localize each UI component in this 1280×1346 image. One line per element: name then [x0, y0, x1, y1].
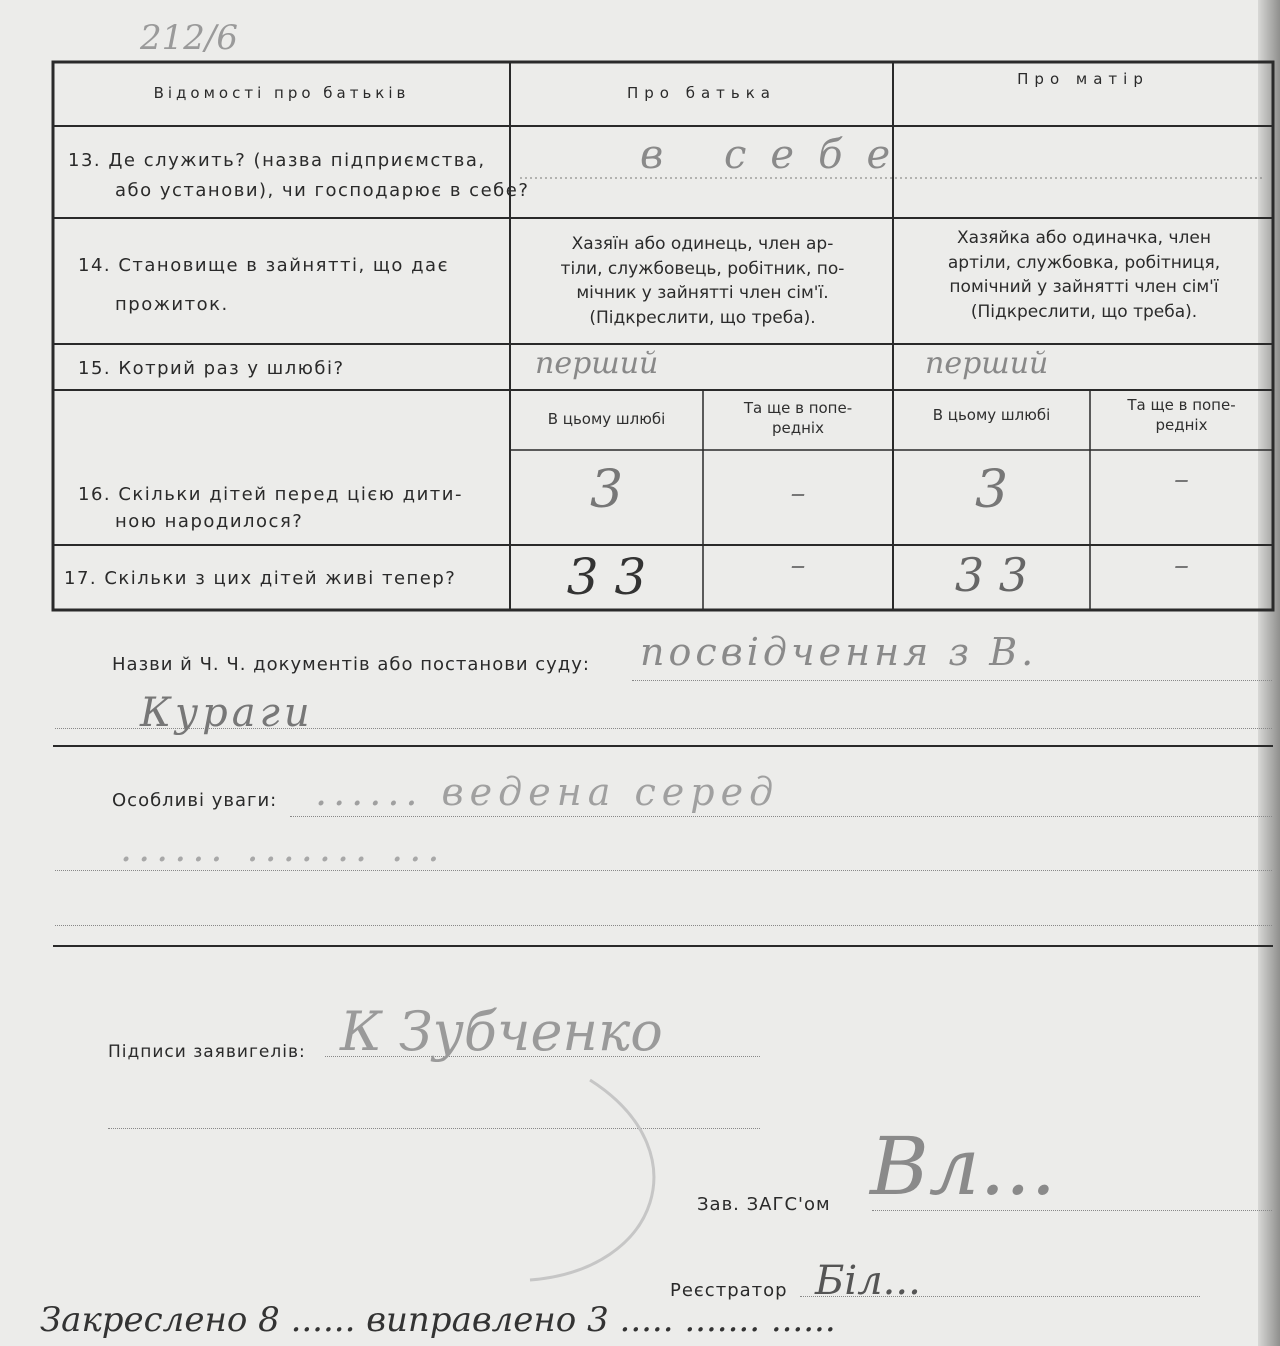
- signatures-label: Підписи заявигелів:: [108, 1042, 306, 1062]
- row14-father-line-4: (Підкреслити, що треба).: [589, 307, 816, 328]
- row14-mother-line-3: помічний у зайнятті член сім'ї: [949, 277, 1219, 297]
- subheader-father-this-marriage: В цьому шлюбі: [547, 410, 666, 428]
- row13-father-handwriting: в себе: [640, 132, 915, 178]
- row14-mother-line-2: артіли, службовка, робітниця,: [947, 252, 1221, 273]
- documents-separator: [53, 745, 1273, 747]
- row16-label-1: 16. Скільки дітей перед цією дити-: [78, 484, 463, 505]
- head-signature: Вл...: [870, 1120, 1057, 1213]
- footer-handwritten-note: Закреслено 8 ...... виправлено 3 ..... ....... ......: [40, 1300, 836, 1340]
- header-parents-info: Відомості про батьків: [153, 84, 410, 102]
- row17-mother-this: 3 3: [954, 548, 1029, 602]
- registrar-signature: Біл...: [815, 1258, 921, 1304]
- row16-mother-this: 3: [974, 460, 1009, 520]
- remarks-label: Особливі уваги:: [112, 790, 278, 811]
- row13-label-1: 13. Де служить? (назва підприємства,: [68, 150, 486, 171]
- row16-father-previous: –: [790, 476, 806, 511]
- subheader-father-previous-line-1: Та ще в попе-: [743, 399, 853, 417]
- documents-handwriting-1: посвідчення з В.: [640, 630, 1038, 674]
- row14-mother-line-1: Хазяйка або одиначка, член: [957, 228, 1211, 248]
- row14-father-line-2: тіли, службовець, робітник, по-: [560, 258, 845, 279]
- row14-father-line-3: мічник у зайнятті член сім'ї.: [576, 283, 829, 303]
- row17-mother-previous: –: [1174, 548, 1189, 583]
- row15-mother-handwriting: перший: [925, 346, 1049, 381]
- row14-label-1: 14. Становище в зайнятті, що дає: [78, 255, 449, 276]
- remarks-line-1: [290, 816, 1272, 817]
- documents-handwriting-2: Кураги: [140, 690, 314, 736]
- row17-father-this: 3 3: [566, 548, 647, 606]
- remarks-handwriting-2: ...... ....... ...: [120, 826, 446, 870]
- signatures-handwriting: К Зубченко: [340, 1000, 663, 1063]
- documents-label: Назви й Ч. Ч. документів або постанови суду:: [112, 654, 590, 675]
- row14-mother-options: [898, 226, 1270, 324]
- remarks-separator: [53, 945, 1273, 947]
- archive-number: 212/6: [140, 18, 238, 58]
- row14-mother-line-4: (Підкреслити, що треба).: [970, 301, 1198, 322]
- documents-line-1: [632, 680, 1272, 681]
- subheader-father-previous: [703, 398, 893, 438]
- row17-father-previous: –: [790, 548, 806, 583]
- subheader-mother-previous: [1090, 395, 1273, 435]
- row16-mother-previous: –: [1174, 462, 1189, 497]
- remarks-handwriting-1: ...... ведена серед: [315, 770, 780, 814]
- row14-father-options: [515, 232, 890, 330]
- row15-father-handwriting: перший: [535, 346, 659, 381]
- subheader-mother-previous-line-1: Та ще в попе-: [1127, 396, 1236, 414]
- row16-label-2: ною народилося?: [115, 511, 304, 532]
- row14-label-2: прожиток.: [115, 294, 229, 315]
- row14-father-line-1: Хазяїн або одинець, член ар-: [571, 234, 834, 254]
- head-label: Зав. ЗАГС'ом: [697, 1194, 831, 1215]
- remarks-line-3: [55, 925, 1272, 926]
- header-father: Про батька: [626, 84, 777, 102]
- registrar-label: Реєстратор: [670, 1280, 788, 1301]
- subheader-mother-previous-line-2: редніх: [1155, 416, 1208, 434]
- subheader-father-previous-line-2: редніх: [772, 419, 824, 437]
- remarks-line-2: [55, 870, 1272, 871]
- stamp-outline: [380, 1060, 680, 1290]
- header-mother: Про матір: [1017, 70, 1149, 88]
- row15-label: 15. Котрий раз у шлюбі?: [78, 358, 345, 379]
- row16-father-this: 3: [589, 460, 624, 520]
- row17-label: 17. Скільки з цих дітей живі тепер?: [64, 568, 457, 589]
- subheader-mother-this-marriage: В цьому шлюбі: [932, 406, 1051, 424]
- row13-label-2: або установи), чи господарює в себе?: [115, 180, 530, 201]
